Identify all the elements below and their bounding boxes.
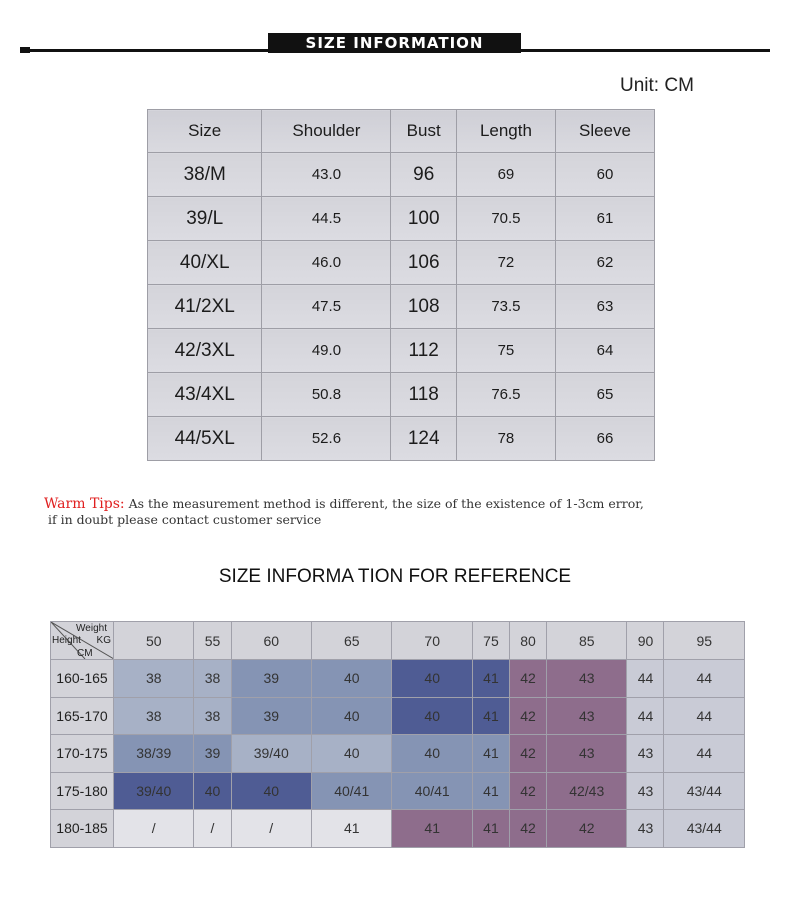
- table-cell: 66: [555, 417, 654, 461]
- table-cell: 75: [456, 329, 555, 373]
- table-cell: 52.6: [262, 417, 391, 461]
- height-label-cell: 170-175: [51, 735, 114, 773]
- size-cell: 42: [509, 772, 546, 810]
- reference-row: [51, 735, 745, 773]
- table-row: [148, 373, 655, 417]
- size-cell: 44: [627, 660, 664, 698]
- table-cell: 42/3XL: [148, 329, 262, 373]
- size-cell: 40: [311, 697, 391, 735]
- table-cell: 63: [555, 285, 654, 329]
- table-cell: 38/M: [148, 153, 262, 197]
- table-cell: 40/XL: [148, 241, 262, 285]
- size-cell: 41: [472, 810, 509, 848]
- table-cell: 70.5: [456, 197, 555, 241]
- size-cell: 38: [194, 697, 231, 735]
- warm-tips-text-2: if in doubt please contact customer service: [47, 512, 322, 527]
- table-row: [148, 241, 655, 285]
- table-row: [148, 329, 655, 373]
- corner-kg-label: KG: [96, 635, 111, 646]
- size-cell: 42: [509, 697, 546, 735]
- size-cell: 44: [664, 735, 745, 773]
- weight-header-cell: 75: [472, 622, 509, 660]
- reference-row: [51, 772, 745, 810]
- table-cell: 108: [391, 285, 456, 329]
- weight-header-cell: 95: [664, 622, 745, 660]
- size-cell: 39: [231, 697, 311, 735]
- corner-cell: [51, 622, 114, 660]
- table-cell: 64: [555, 329, 654, 373]
- height-label-cell: 165-170: [51, 697, 114, 735]
- size-cell: 44: [664, 660, 745, 698]
- table-cell: 76.5: [456, 373, 555, 417]
- column-header: Bust: [391, 110, 456, 153]
- table-cell: 69: [456, 153, 555, 197]
- size-cell: 40/41: [392, 772, 472, 810]
- weight-header-cell: 85: [546, 622, 626, 660]
- reference-header-row: [51, 622, 745, 660]
- size-cell: 41: [472, 697, 509, 735]
- table-cell: 72: [456, 241, 555, 285]
- reference-row: [51, 660, 745, 698]
- size-cell: 40: [311, 735, 391, 773]
- column-header: Size: [148, 110, 262, 153]
- table-cell: 50.8: [262, 373, 391, 417]
- reference-title: SIZE INFORMA TION FOR REFERENCE: [218, 566, 572, 587]
- table-cell: 106: [391, 241, 456, 285]
- height-label-cell: 175-180: [51, 772, 114, 810]
- column-header: Shoulder: [262, 110, 391, 153]
- table-cell: 61: [555, 197, 654, 241]
- warm-tips-label: Warm Tips:: [44, 496, 125, 512]
- height-label-cell: 180-185: [51, 810, 114, 848]
- weight-header-cell: 50: [114, 622, 194, 660]
- table-cell: 112: [391, 329, 456, 373]
- table-cell: 62: [555, 241, 654, 285]
- table-cell: 78: [456, 417, 555, 461]
- table-row: [148, 417, 655, 461]
- reference-row: [51, 697, 745, 735]
- table-cell: 44/5XL: [148, 417, 262, 461]
- table-cell: 96: [391, 153, 456, 197]
- size-cell: 40: [392, 697, 472, 735]
- table-cell: 46.0: [262, 241, 391, 285]
- table-row: [148, 285, 655, 329]
- table-cell: 47.5: [262, 285, 391, 329]
- weight-header-cell: 90: [627, 622, 664, 660]
- table-row: [148, 153, 655, 197]
- table-cell: 44.5: [262, 197, 391, 241]
- weight-header-cell: 55: [194, 622, 231, 660]
- size-cell: 43/44: [664, 772, 745, 810]
- corner-cm-label: CM: [77, 648, 93, 659]
- size-cell: /: [114, 810, 194, 848]
- size-cell: 42/43: [546, 772, 626, 810]
- section-title: SIZE INFORMATION: [268, 33, 521, 53]
- size-cell: 42: [546, 810, 626, 848]
- size-cell: 42: [509, 735, 546, 773]
- size-cell: 39: [231, 660, 311, 698]
- size-cell: 40/41: [311, 772, 391, 810]
- column-header: Sleeve: [555, 110, 654, 153]
- size-cell: 42: [509, 810, 546, 848]
- size-cell: 38: [114, 697, 194, 735]
- size-cell: 43: [546, 697, 626, 735]
- size-cell: 39/40: [114, 772, 194, 810]
- weight-header-cell: 60: [231, 622, 311, 660]
- size-cell: 41: [311, 810, 391, 848]
- size-cell: 40: [392, 735, 472, 773]
- table-row: [148, 197, 655, 241]
- size-table-header-row: [148, 110, 655, 153]
- size-cell: 40: [194, 772, 231, 810]
- table-cell: 39/L: [148, 197, 262, 241]
- table-cell: 118: [391, 373, 456, 417]
- table-cell: 41/2XL: [148, 285, 262, 329]
- weight-header-cell: 80: [509, 622, 546, 660]
- weight-header-cell: 70: [392, 622, 472, 660]
- size-cell: 41: [392, 810, 472, 848]
- size-cell: 44: [664, 697, 745, 735]
- warm-tips-text: As the measurement method is different, the size of the existence of 1-3cm error,: [124, 496, 644, 511]
- size-cell: 38: [194, 660, 231, 698]
- table-cell: 124: [391, 417, 456, 461]
- corner-height-label: Height: [52, 635, 81, 646]
- corner-weight-label: Weight: [76, 623, 107, 634]
- table-cell: 60: [555, 153, 654, 197]
- table-cell: 43.0: [262, 153, 391, 197]
- size-cell: 40: [311, 660, 391, 698]
- size-cell: 38/39: [114, 735, 194, 773]
- column-header: Length: [456, 110, 555, 153]
- reference-table: [50, 621, 745, 848]
- table-cell: 43/4XL: [148, 373, 262, 417]
- size-table: [147, 109, 655, 461]
- size-cell: 39: [194, 735, 231, 773]
- size-cell: 44: [627, 697, 664, 735]
- size-cell: 43: [627, 810, 664, 848]
- size-cell: 38: [114, 660, 194, 698]
- reference-row: [51, 810, 745, 848]
- warm-tips: [44, 496, 789, 528]
- size-cell: 43: [627, 735, 664, 773]
- unit-label: Unit: CM: [620, 75, 694, 96]
- table-cell: 65: [555, 373, 654, 417]
- size-cell: 43: [627, 772, 664, 810]
- size-cell: 42: [509, 660, 546, 698]
- size-cell: 40: [231, 772, 311, 810]
- size-cell: 40: [392, 660, 472, 698]
- table-cell: 100: [391, 197, 456, 241]
- size-cell: 41: [472, 660, 509, 698]
- size-cell: 43: [546, 735, 626, 773]
- size-cell: 41: [472, 735, 509, 773]
- weight-header-cell: 65: [311, 622, 391, 660]
- table-cell: 49.0: [262, 329, 391, 373]
- table-cell: 73.5: [456, 285, 555, 329]
- size-cell: /: [231, 810, 311, 848]
- size-cell: 43/44: [664, 810, 745, 848]
- size-cell: 43: [546, 660, 626, 698]
- size-cell: /: [194, 810, 231, 848]
- size-cell: 39/40: [231, 735, 311, 773]
- size-cell: 41: [472, 772, 509, 810]
- height-label-cell: 160-165: [51, 660, 114, 698]
